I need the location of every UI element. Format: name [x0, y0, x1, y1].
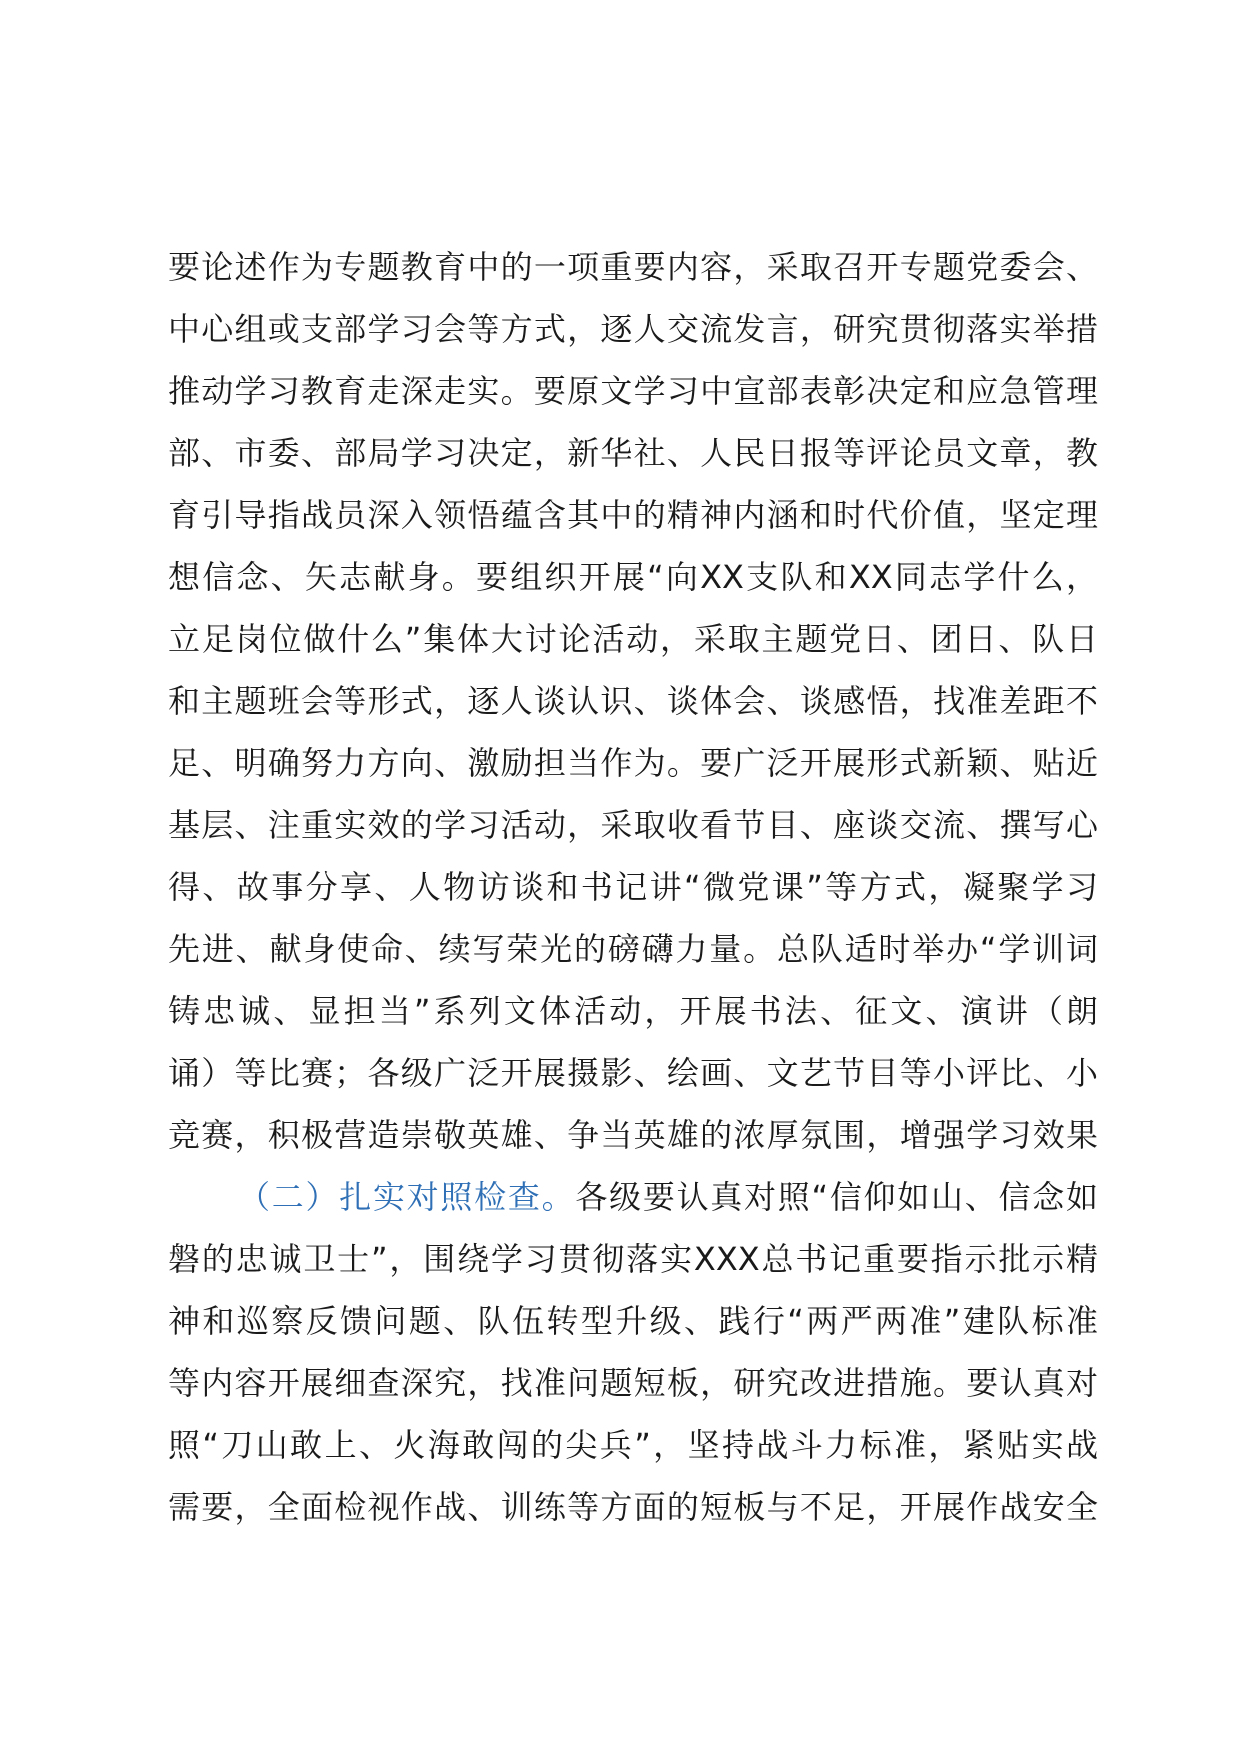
text-line: 推动学习教育走深走实。要原文学习中宣部表彰决定和应急管理	[168, 372, 1098, 410]
section-heading: （二）扎实对照检查。	[238, 1178, 576, 1216]
text-line: 先进、献身使命、续写荣光的磅礴力量。总队适时举办“学训词	[168, 930, 1098, 968]
text-line: 基层、注重实效的学习活动，采取收看节目、座谈交流、撰写心	[168, 806, 1098, 844]
text-line: 和主题班会等形式，逐人谈认识、谈体会、谈感悟，找准差距不	[168, 682, 1098, 720]
text-line: 磐的忠诚卫士”，围绕学习贯彻落实XXX总书记重要指示批示精	[168, 1240, 1098, 1278]
text-line: 要论述作为专题教育中的一项重要内容，采取召开专题党委会、	[168, 248, 1098, 286]
text-line: 中心组或支部学习会等方式，逐人交流发言，研究贯彻落实举措	[168, 310, 1098, 348]
text-line: 立足岗位做什么”集体大讨论活动，采取主题党日、团日、队日	[168, 620, 1098, 658]
section-heading-line	[168, 1166, 1098, 1228]
text-line: 诵）等比赛；各级广泛开展摄影、绘画、文艺节目等小评比、小	[168, 1054, 1098, 1092]
text-line: 需要，全面检视作战、训练等方面的短板与不足，开展作战安全	[168, 1488, 1098, 1526]
text-line: 照“刀山敢上、火海敢闯的尖兵”，坚持战斗力标准，紧贴实战	[168, 1426, 1098, 1464]
text-line: 等内容开展细查深究，找准问题短板，研究改进措施。要认真对	[168, 1364, 1098, 1402]
section-heading-rest: 各级要认真对照“信仰如山、信念如	[575, 1178, 1098, 1216]
text-line: 育引导指战员深入领悟蕴含其中的精神内涵和时代价值，坚定理	[168, 496, 1098, 534]
text-line: 部、市委、部局学习决定，新华社、人民日报等评论员文章，教	[168, 434, 1098, 472]
text-line: 神和巡察反馈问题、队伍转型升级、践行“两严两准”建队标准	[168, 1302, 1098, 1340]
text-line: 竞赛，积极营造崇敬英雄、争当英雄的浓厚氛围，增强学习效果	[168, 1116, 1098, 1154]
text-line: 想信念、矢志献身。要组织开展“向XX支队和XX同志学什么，	[168, 558, 1098, 596]
text-line: 足、明确努力方向、激励担当作为。要广泛开展形式新颖、贴近	[168, 744, 1098, 782]
body-text	[168, 236, 1098, 1538]
text-line: 铸忠诚、显担当”系列文体活动，开展书法、征文、演讲（朗	[168, 992, 1098, 1030]
text-line: 得、故事分享、人物访谈和书记讲“微党课”等方式，凝聚学习	[168, 868, 1098, 906]
